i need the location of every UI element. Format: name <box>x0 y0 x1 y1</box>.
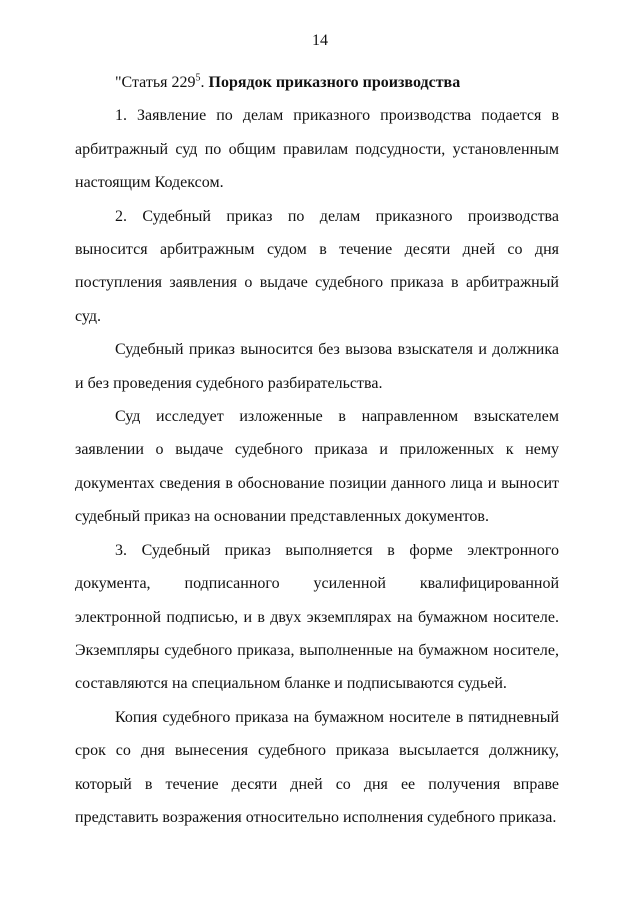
article-superscript: 5 <box>195 72 201 84</box>
paragraph-3: Судебный приказ выносится без вызова взыскателя и должника и без проведения судебного разбирательства. <box>75 341 559 392</box>
paragraph-2: 2. Судебный приказ по делам приказного производства выносится арбитражным судом в течение десяти дней со дня поступления заявления о выдаче судебного приказа в арбитражный суд. <box>75 207 559 325</box>
page-number: 14 <box>312 32 328 49</box>
article-heading <box>75 66 559 99</box>
article-separator: . <box>200 74 209 91</box>
paragraph-1: 1. Заявление по делам приказного производства подается в арбитражный суд по общим правилам подсудности, установленным настоящим Кодексом. <box>75 107 559 192</box>
article-title: Порядок приказного производства <box>208 74 461 91</box>
paragraph-5: 3. Судебный приказ выполняется в форме электронного документа, подписанного усиленной квалифицированной электронной подписью, и в двух экземплярах на бумажном носителе. Экземпляры судебного приказа, выполненные на бумажном носителе, составляются на специальном бланке и подписываются судьей. <box>75 541 559 693</box>
paragraph-6: Копия судебного приказа на бумажном носителе в пятидневный срок со дня вынесения судебного приказа высылается должнику, который в течение десяти дней со дня ее получения вправе представить возражения относительно исполнения судебного приказа. <box>75 708 559 826</box>
article-number: "Статья 229 <box>115 74 196 91</box>
paragraph-4: Суд исследует изложенные в направленном взыскателем заявлении о выдаче судебного приказа и приложенных к нему документах сведения в обоснование позиции данного лица и выносит судебный приказ на основании представленных документов. <box>75 408 559 526</box>
document-body <box>75 66 559 834</box>
